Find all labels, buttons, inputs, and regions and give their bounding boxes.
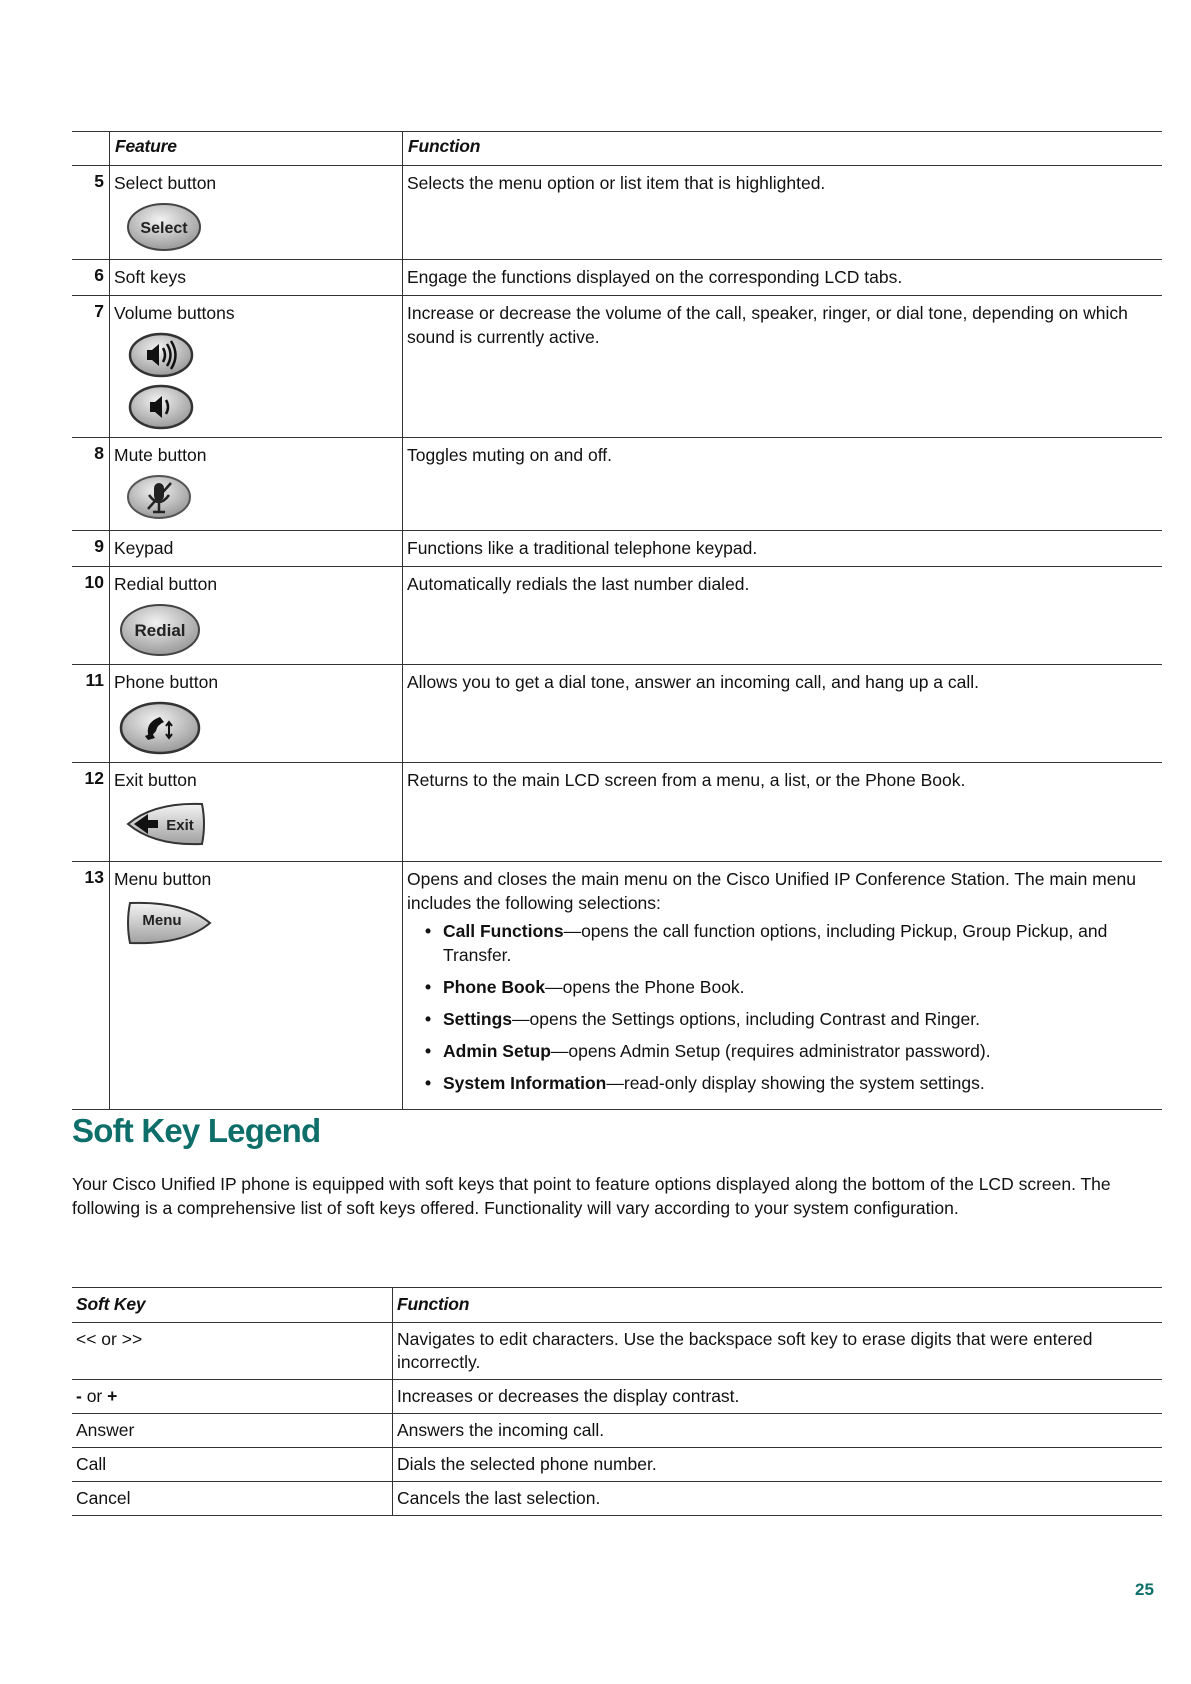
section-intro: Your Cisco Unified IP phone is equipped with soft keys that point to feature options displayed along the bottom of the LCD screen. The following is a comprehensive list of soft keys offered. Functionality will vary according to your system configuration. [72, 1174, 1111, 1218]
list-item: • Admin Setup—opens Admin Setup (requires administrator password). [425, 1039, 1158, 1063]
menu-selections-list [407, 919, 1158, 1095]
table-row [72, 1380, 1162, 1414]
feature-function: Increase or decrease the volume of the call, speaker, ringer, or dial tone, depending on which sound is currently active. [403, 296, 1163, 438]
table-row [72, 862, 1162, 1110]
table-row [72, 1323, 1162, 1380]
exit-button-icon [124, 798, 208, 850]
feature-function: Toggles muting on and off. [403, 438, 1163, 531]
phone-handset-icon [118, 700, 202, 756]
table-row [72, 763, 1162, 862]
softkey-table [72, 1287, 1162, 1516]
table-row [72, 1482, 1162, 1516]
table-row [72, 567, 1162, 665]
menu-icon-label: Menu [142, 912, 182, 929]
feature-name: Keypad [114, 538, 174, 558]
feature-table [72, 131, 1162, 1110]
feature-function: Returns to the main LCD screen from a menu, a list, or the Phone Book. [403, 763, 1163, 862]
soft-key-function: Dials the selected phone number. [393, 1448, 1163, 1482]
list-item: • System Information—read-only display showing the system settings. [425, 1071, 1158, 1095]
table-row [72, 296, 1162, 438]
redial-icon-label: Redial [134, 621, 186, 640]
table-row [72, 531, 1162, 567]
select-icon-label: Select [140, 220, 188, 237]
feature-name: Menu button [114, 869, 212, 889]
page-number: 25 [1135, 1580, 1154, 1599]
row-number: 12 [84, 768, 104, 788]
list-item: • Call Functions—opens the call function options, including Pickup, Group Pickup, and Transfer. [425, 919, 1158, 967]
soft-key-name: Call [76, 1454, 107, 1474]
row-number: 9 [94, 536, 104, 556]
table-row [72, 1414, 1162, 1448]
section-title: Soft Key Legend [72, 1112, 321, 1149]
header-soft-key: Soft Key [76, 1294, 146, 1314]
volume-down-icon [126, 383, 196, 431]
table-header-row [72, 1288, 1162, 1323]
feature-function: Automatically redials the last number dialed. [403, 567, 1163, 665]
soft-key-name: << or >> [76, 1329, 143, 1349]
header-feature: Feature [110, 132, 403, 166]
table-row [72, 665, 1162, 763]
soft-key-function: Navigates to edit characters. Use the backspace soft key to erase digits that were entered incorrectly. [393, 1323, 1163, 1380]
row-number: 13 [84, 867, 104, 887]
table-row [72, 166, 1162, 260]
table-row [72, 438, 1162, 531]
feature-name: Exit button [114, 770, 197, 790]
soft-key-name: Answer [76, 1420, 135, 1440]
exit-icon-label: Exit [166, 817, 194, 834]
feature-name: Mute button [114, 445, 207, 465]
feature-name: Select button [114, 173, 217, 193]
table-row [72, 260, 1162, 296]
feature-function: Selects the menu option or list item that is highlighted. [403, 166, 1163, 260]
row-number: 7 [94, 301, 104, 321]
header-function: Function [393, 1288, 1163, 1323]
row-number: 8 [94, 443, 104, 463]
header-function: Function [403, 132, 1163, 166]
soft-key-name: Cancel [76, 1488, 131, 1508]
row-number: 11 [85, 670, 104, 690]
row-number: 5 [94, 171, 104, 191]
row-number: 6 [94, 265, 104, 285]
list-item: • Phone Book—opens the Phone Book. [425, 975, 1158, 999]
feature-name: Volume buttons [114, 303, 235, 323]
select-button-icon [124, 201, 204, 253]
row-number: 10 [84, 572, 104, 592]
mute-microphone-icon [124, 473, 194, 521]
feature-name: Redial button [114, 574, 218, 594]
volume-up-icon [126, 331, 196, 379]
menu-button-icon [124, 897, 216, 949]
table-row [72, 1448, 1162, 1482]
soft-key-function: Cancels the last selection. [393, 1482, 1163, 1516]
list-item: • Settings—opens the Settings options, including Contrast and Ringer. [425, 1007, 1158, 1031]
soft-key-function: Increases or decreases the display contrast. [393, 1380, 1163, 1414]
redial-button-icon [118, 602, 202, 658]
feature-name: Phone button [114, 672, 219, 692]
feature-name: Soft keys [114, 267, 186, 287]
table-header-row [72, 132, 1162, 166]
feature-function: Functions like a traditional telephone keypad. [403, 531, 1163, 567]
feature-function: Engage the functions displayed on the corresponding LCD tabs. [403, 260, 1163, 296]
soft-key-name: - or + [76, 1386, 118, 1406]
feature-function: Allows you to get a dial tone, answer an incoming call, and hang up a call. [403, 665, 1163, 763]
header-number [72, 132, 110, 166]
soft-key-function: Answers the incoming call. [393, 1414, 1163, 1448]
feature-function: Opens and closes the main menu on the Cisco Unified IP Conference Station. The main menu includes the following selections: [407, 869, 1136, 913]
